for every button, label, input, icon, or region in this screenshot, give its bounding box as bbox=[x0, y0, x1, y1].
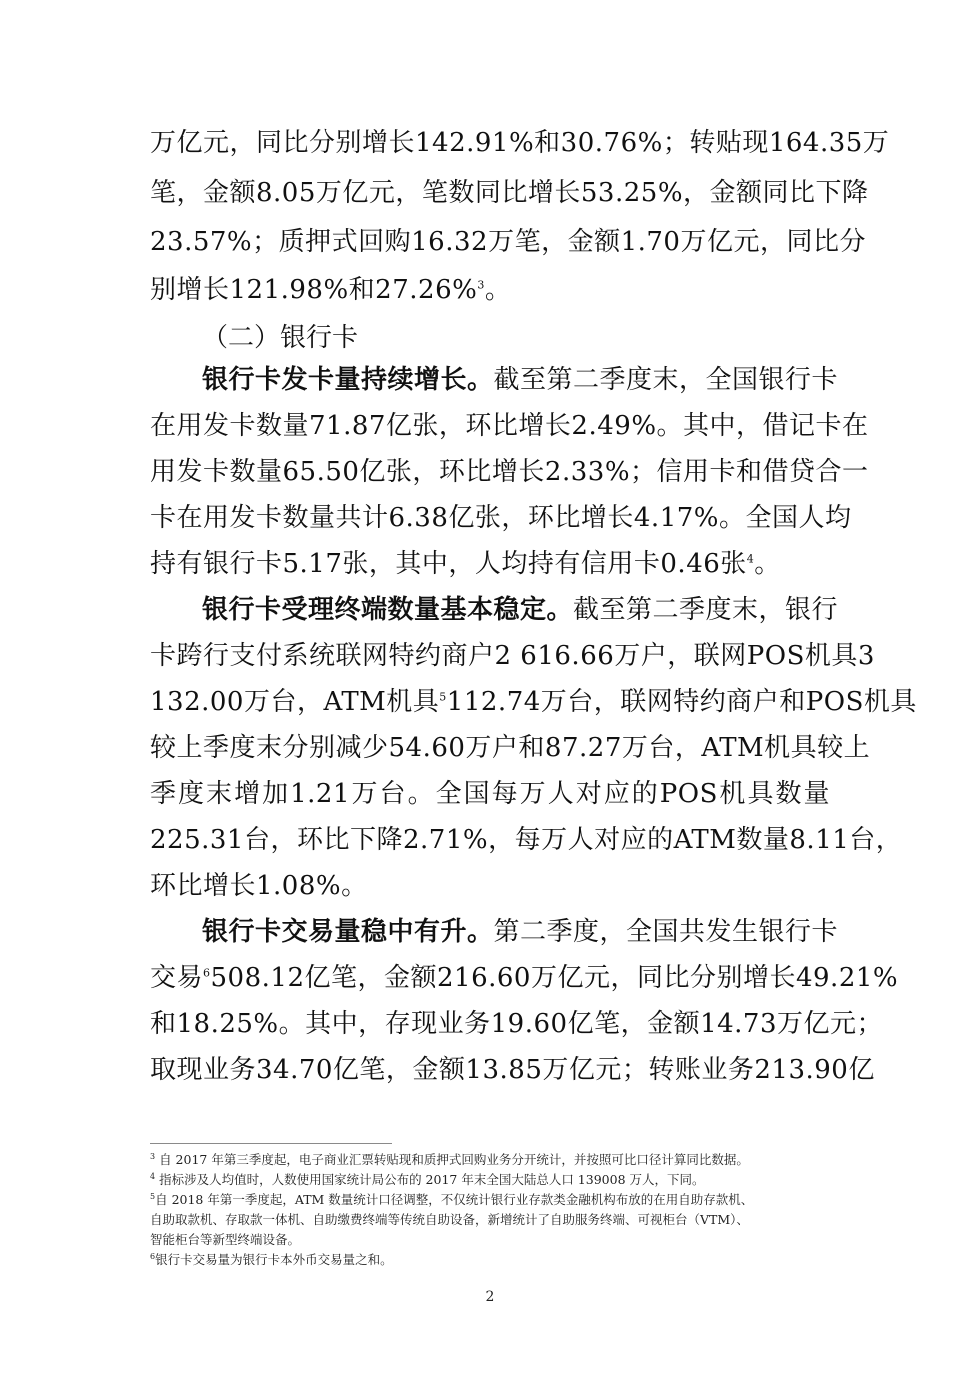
paragraph-1-line-4: 别增长121.98%和27.26%$^3$。 bbox=[150, 275, 512, 305]
paragraph-4-line-4: 取现业务34.70亿笔，金额13.85万亿元；转账业务213.90亿 bbox=[150, 1055, 875, 1085]
page-number: 2 bbox=[485, 1289, 495, 1305]
footnote-ref-4[interactable]: 4 bbox=[746, 552, 755, 566]
footnote-4: $^4$ 指标涉及人均值时，人数使用国家统计局公布的 2017 年末全国大陆总人口 139008 万人，下同。 bbox=[150, 1171, 705, 1187]
footnote-5-cont-2: 智能柜台等新型终端设备。 bbox=[150, 1232, 301, 1247]
footnote-5: $^5$自 2018 年第一季度起，ATM 数量统计口径调整，不仅统计银行业存款类金融机构布放的在用自助存款机、 bbox=[150, 1191, 754, 1207]
footnote-ref-5[interactable]: 5 bbox=[439, 690, 447, 704]
footnote-6: $^6$银行卡交易量为银行卡本外币交易量之和。 bbox=[150, 1251, 393, 1267]
section-heading: （二）银行卡 bbox=[202, 323, 359, 353]
paragraph-2-lead: 银行卡发卡量持续增长。 bbox=[202, 365, 494, 395]
paragraph-2-line-4: 卡在用发卡数量共计6.38亿张，环比增长4.17%。全国人均 bbox=[150, 503, 852, 533]
paragraph-2-line-2: 在用发卡数量71.87亿张，环比增长2.49%。其中，借记卡在 bbox=[150, 411, 869, 441]
paragraph-3-line-3: 132.00万台，ATM机具$^5$112.74万台，联网特约商户和POS机具 bbox=[150, 687, 917, 717]
paragraph-1-line-2: 笔，金额8.05万亿元，笔数同比增长53.25%，金额同比下降 bbox=[150, 178, 869, 208]
paragraph-1-line-3: 23.57%；质押式回购16.32万笔，金额1.70万亿元，同比分 bbox=[150, 227, 866, 257]
paragraph-3-line-5: 季度末增加1.21万台。全国每万人对应的POS机具数量 bbox=[150, 779, 830, 809]
paragraph-2-line-3: 用发卡数量65.50亿张，环比增长2.33%；信用卡和借贷合一 bbox=[150, 457, 869, 487]
paragraph-4-line-2: 交易$^6$508.12亿笔，金额216.60万亿元，同比分别增长49.21% bbox=[150, 963, 899, 993]
paragraph-4-line-3: 和18.25%。其中，存现业务19.60亿笔，金额14.73万亿元； bbox=[150, 1009, 884, 1039]
paragraph-3-line-1: 银行卡受理终端数量基本稳定。截至第二季度末，银行 bbox=[202, 595, 839, 625]
paragraph-3-lead: 银行卡受理终端数量基本稳定。 bbox=[202, 595, 574, 625]
paragraph-2-line-5: 持有银行卡5.17张，其中，人均持有信用卡0.46张$^4$。 bbox=[150, 549, 781, 579]
footnote-ref-6[interactable]: 6 bbox=[203, 966, 211, 980]
footnote-3: $^3$ 自 2017 年第三季度起，电子商业汇票转贴现和质押式回购业务分开统计，并按照可比口径计算同比数据。 bbox=[150, 1151, 749, 1167]
footnote-ref-3[interactable]: 3 bbox=[477, 278, 485, 292]
paragraph-4-lead: 银行卡交易量稳中有升。 bbox=[202, 917, 494, 947]
paragraph-2-line-1: 银行卡发卡量持续增长。截至第二季度末，全国银行卡 bbox=[202, 365, 839, 395]
paragraph-4-line-1: 银行卡交易量稳中有升。第二季度，全国共发生银行卡 bbox=[202, 917, 839, 947]
paragraph-3-line-6: 225.31台，环比下降2.71%，每万人对应的ATM数量8.11台， bbox=[150, 825, 903, 855]
footnote-divider bbox=[150, 1143, 392, 1144]
paragraph-3-line-7: 环比增长1.08%。 bbox=[150, 871, 368, 901]
paragraph-3-line-2: 卡跨行支付系统联网特约商户2 616.66万户，联网POS机具3 bbox=[150, 641, 875, 671]
paragraph-1-line-1: 万亿元，同比分别增长142.91%和30.76%；转贴现164.35万 bbox=[150, 128, 890, 158]
footnote-5-cont-1: 自助取款机、存取款一体机、自助缴费终端等传统自助设备，新增统计了自助服务终端、可视柜台（VTM）、 bbox=[150, 1212, 749, 1227]
paragraph-3-line-4: 较上季度末分别减少54.60万户和87.27万台，ATM机具较上 bbox=[150, 733, 871, 763]
